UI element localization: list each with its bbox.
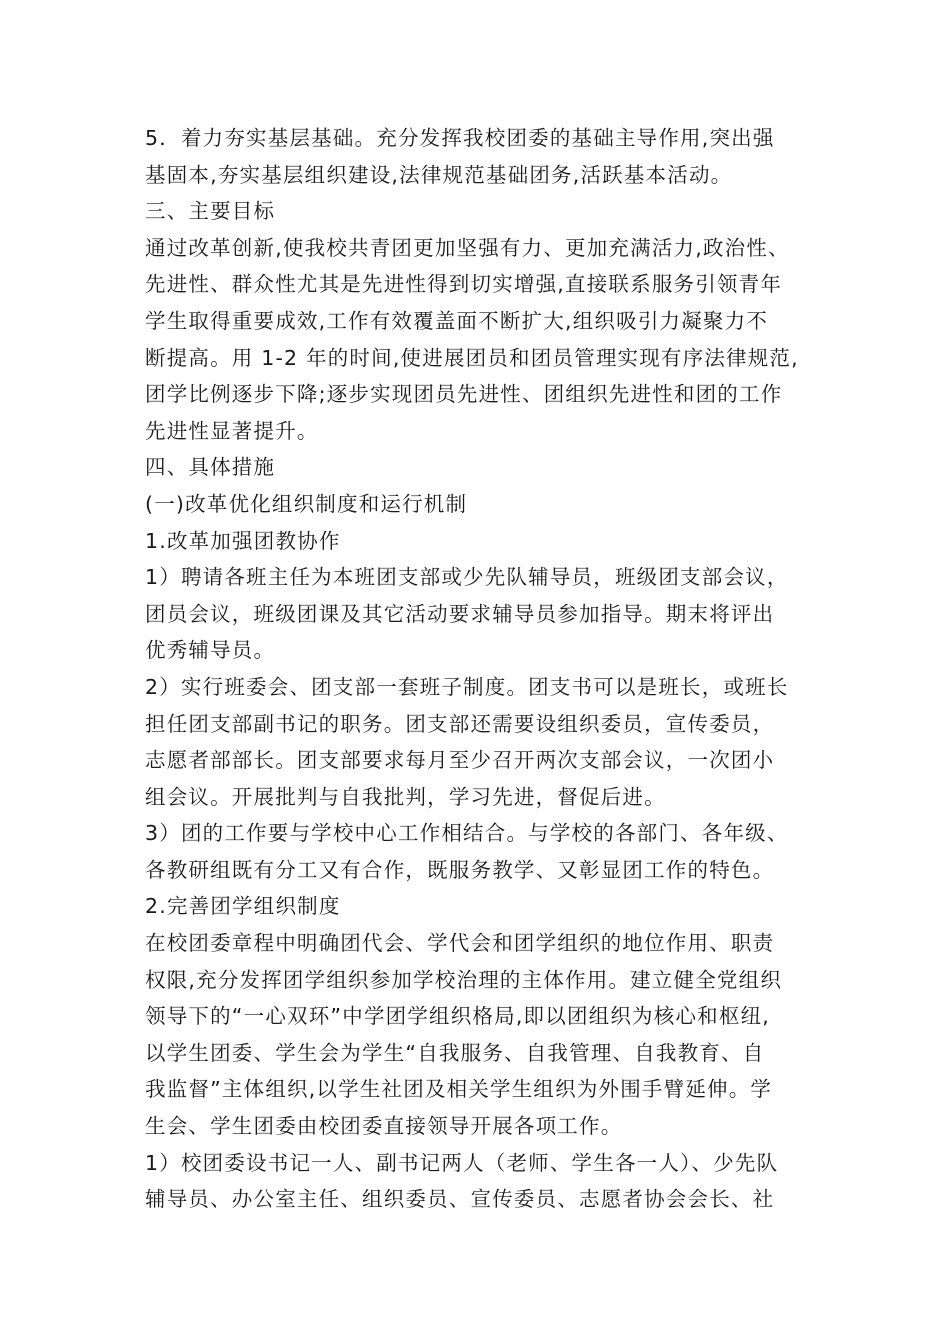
text-line: 基固本,夯实基层组织建设,法律规范基础团务,活跃基本活动。: [145, 162, 733, 187]
text-line: 领导下的“一心双环”中学团学组织格局,即以团组织为核心和枢纽,: [145, 1004, 770, 1029]
document-body: [145, 120, 815, 1218]
text-line: 断提高。用 1-2 年的时间,使进展团员和团员管理实现有序法律规范,: [145, 345, 799, 370]
text-line: 各教研组既有分工又有合作，既服务教学、又彰显团工作的特色。: [145, 857, 775, 882]
text-line: 在校团委章程中明确团代会、学代会和团学组织的地位作用、职责: [145, 931, 775, 956]
text-line: 我监督”主体组织,以学生社团及相关学生组织为外围手臂延伸。学: [145, 1077, 773, 1102]
text-line: 优秀辅导员。: [145, 638, 276, 663]
subsection-heading: (一)改革优化组织制度和运行机制: [145, 491, 468, 516]
text-line: 辅导员、办公室主任、组织委员、宣传委员、志愿者协会会长、社: [145, 1187, 775, 1212]
text-line: 团员会议，班级团课及其它活动要求辅导员参加指导。期末将评出: [145, 601, 775, 626]
text-line: 团学比例逐步下降;逐步实现团员先进性、团组织先进性和团的工作: [145, 382, 783, 407]
text-line: 1）校团委设书记一人、副书记两人（老师、学生各一人）、少先队: [145, 1150, 779, 1175]
text-line: 5．着力夯实基层基础。充分发挥我校团委的基础主导作用,突出强: [145, 126, 775, 150]
text-line: 权限,充分发挥团学组织参加学校治理的主体作用。建立健全党组织: [145, 967, 783, 992]
text-line: 通过改革创新,使我校共青团更加坚强有力、更加充满活力,政治性、: [145, 235, 790, 260]
text-line: 组会议。开展批判与自我批判，学习先进，督促后进。: [145, 784, 666, 809]
text-line: 先进性显著提升。: [145, 418, 319, 443]
text-line: 先进性、群众性尤其是先进性得到切实增强,直接联系服务引领青年: [145, 272, 783, 297]
text-line: 学生取得重要成效,工作有效覆盖面不断扩大,组织吸引力凝聚力不: [145, 308, 769, 333]
section-heading: 四、具体措施: [145, 455, 276, 480]
item-heading: 1.改革加强团教协作: [145, 528, 341, 553]
text-line: 2）实行班委会、团支部一套班子制度。团支书可以是班长，或班长: [145, 674, 789, 699]
item-heading: 2.完善团学组织制度: [145, 894, 341, 919]
text-line: 3）团的工作要与学校中心工作相结合。与学校的各部门、各年级、: [145, 821, 789, 846]
text-line: 以学生团委、学生会为学生“自我服务、自我管理、自我教育、自: [145, 1040, 765, 1065]
text-line: 担任团支部副书记的职务。团支部还需要设组织委员，宣传委员，: [145, 711, 775, 736]
text-line: 生会、学生团委由校团委直接领导开展各项工作。: [145, 1114, 623, 1139]
text-line: 志愿者部部长。团支部要求每月至少召开两次支部会议，一次团小: [145, 748, 775, 773]
section-heading: 三、主要目标: [145, 199, 276, 224]
text-line: 1）聘请各班主任为本班团支部或少先队辅导员，班级团支部会议，: [145, 565, 789, 590]
